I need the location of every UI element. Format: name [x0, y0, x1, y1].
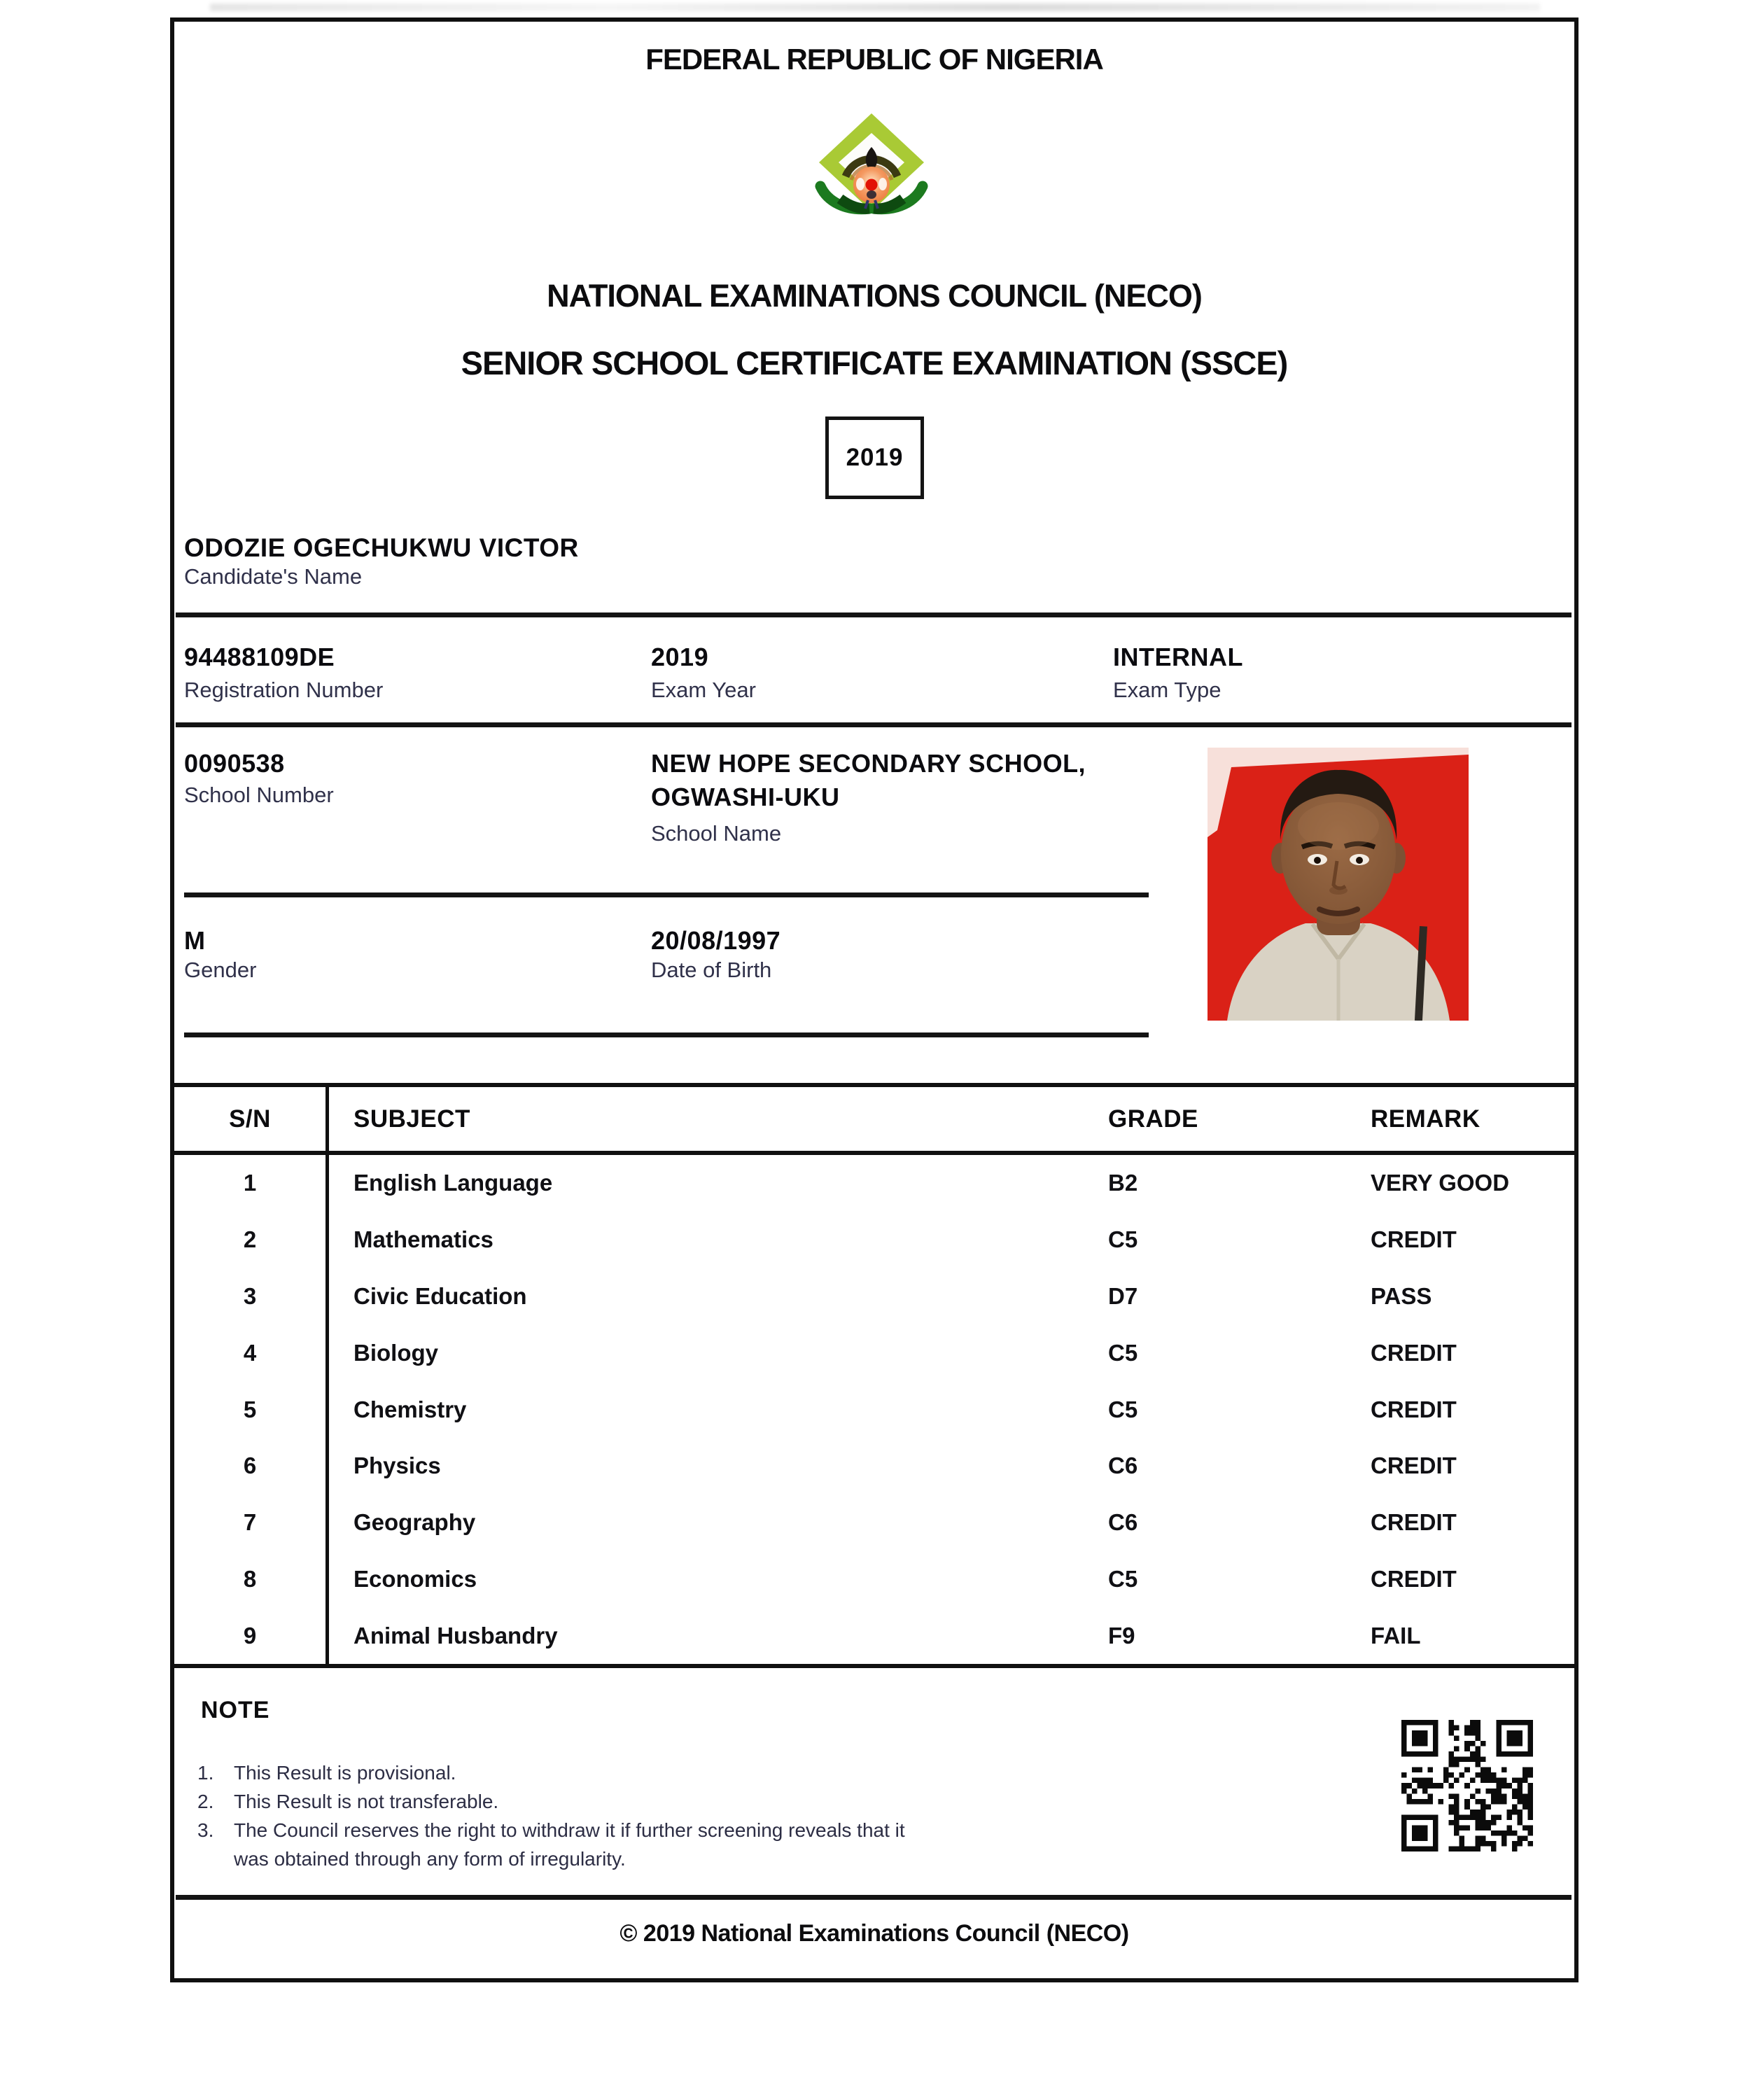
header-remark: REMARK [1371, 1105, 1480, 1133]
header-grade: GRADE [1108, 1105, 1198, 1133]
cell-sn: 4 [243, 1339, 257, 1366]
table-row [174, 1607, 1574, 1664]
cell-sn: 8 [243, 1565, 257, 1592]
school-number: 0090538 [184, 749, 285, 778]
note-title: NOTE [201, 1697, 270, 1723]
cell-subject: Geography [354, 1509, 476, 1536]
cell-remark: CREDIT [1371, 1226, 1457, 1253]
cell-remark: CREDIT [1371, 1339, 1457, 1366]
cell-subject: Mathematics [354, 1226, 493, 1253]
cell-sn: 1 [243, 1170, 257, 1196]
cell-grade: C6 [1108, 1509, 1138, 1536]
cell-remark: VERY GOOD [1371, 1170, 1510, 1196]
note-item [197, 1816, 941, 1873]
cell-subject: Physics [354, 1452, 441, 1479]
note-number: 1. [197, 1762, 214, 1784]
school-number-label: School Number [184, 783, 334, 807]
note-text: This Result is not transferable. [234, 1791, 499, 1812]
school-name-label: School Name [651, 821, 782, 846]
cell-grade: D7 [1108, 1282, 1138, 1309]
council-title: NATIONAL EXAMINATIONS COUNCIL (NECO) [547, 278, 1202, 314]
neco-logo-icon [812, 112, 931, 220]
school-name-line1: NEW HOPE SECONDARY SCHOOL, [651, 749, 1086, 778]
cell-sn: 3 [243, 1282, 257, 1309]
cell-subject: English Language [354, 1170, 553, 1196]
exam-type-label: Exam Type [1113, 678, 1222, 702]
school-name-line2: OGWASHI-UKU [651, 783, 840, 811]
note-item [197, 1758, 941, 1787]
table-row [174, 1381, 1574, 1438]
table-row [174, 1324, 1574, 1381]
table-row [174, 1155, 1574, 1212]
country-title: FEDERAL REPUBLIC OF NIGERIA [645, 43, 1103, 76]
cell-subject: Biology [354, 1339, 438, 1366]
cell-grade: C5 [1108, 1339, 1138, 1366]
footer-divider [176, 1895, 1572, 1900]
certificate-page [170, 18, 1578, 1982]
cell-sn: 6 [243, 1452, 257, 1479]
cell-remark: CREDIT [1371, 1565, 1457, 1592]
cell-remark: CREDIT [1371, 1509, 1457, 1536]
cell-sn: 2 [243, 1226, 257, 1253]
table-header-row [174, 1087, 1574, 1155]
divider-line [184, 1032, 1149, 1037]
candidate-name: ODOZIE OGECHUKWU VICTOR [184, 533, 579, 562]
gender-value: M [184, 926, 206, 955]
cell-grade: C5 [1108, 1226, 1138, 1253]
cell-remark: FAIL [1371, 1622, 1421, 1648]
table-row [174, 1494, 1574, 1551]
header-subject: SUBJECT [354, 1105, 470, 1133]
cell-grade: B2 [1108, 1170, 1138, 1196]
divider-line [176, 612, 1572, 617]
cell-grade: C5 [1108, 1565, 1138, 1592]
header-sn: S/N [229, 1105, 271, 1133]
table-body [174, 1155, 1574, 1664]
cell-sn: 5 [243, 1396, 257, 1422]
cell-grade: C6 [1108, 1452, 1138, 1479]
table-row [174, 1268, 1574, 1325]
cell-sn: 7 [243, 1509, 257, 1536]
scan-artifact-smudge [210, 4, 1540, 11]
divider-line [176, 722, 1572, 727]
gender-label: Gender [184, 958, 257, 982]
cell-subject: Economics [354, 1565, 477, 1592]
candidate-name-label: Candidate's Name [184, 564, 363, 589]
cell-remark: CREDIT [1371, 1396, 1457, 1422]
registration-number: 94488109DE [184, 643, 335, 671]
table-row [174, 1438, 1574, 1494]
candidate-photo [1208, 748, 1469, 1021]
cell-subject: Chemistry [354, 1396, 467, 1422]
table-row [174, 1550, 1574, 1607]
date-of-birth-label: Date of Birth [651, 958, 772, 982]
footer-copyright: © 2019 National Examinations Council (NECO) [620, 1920, 1129, 1947]
qr-code [1401, 1720, 1533, 1851]
cell-remark: CREDIT [1371, 1452, 1457, 1479]
exam-year-value: 2019 [651, 643, 709, 671]
note-text: This Result is provisional. [234, 1762, 456, 1784]
logo-red-dot [866, 179, 878, 191]
note-text: The Council reserves the right to withdraw it if further screening reveals that it was obtained through any form of irregularity. [234, 1819, 905, 1870]
note-number: 2. [197, 1791, 214, 1812]
date-of-birth-value: 20/08/1997 [651, 926, 781, 955]
exam-year-label: Exam Year [651, 678, 756, 702]
table-row [174, 1212, 1574, 1268]
exam-type-value: INTERNAL [1113, 643, 1243, 671]
results-table [174, 1083, 1574, 1668]
cell-remark: PASS [1371, 1282, 1432, 1309]
exam-year-box-value: 2019 [846, 444, 904, 471]
exam-year-box [825, 416, 924, 499]
note-item [197, 1787, 941, 1816]
cell-sn: 9 [243, 1622, 257, 1648]
cell-subject: Animal Husbandry [354, 1622, 558, 1648]
registration-number-label: Registration Number [184, 678, 384, 702]
cell-grade: C5 [1108, 1396, 1138, 1422]
note-number: 3. [197, 1819, 214, 1841]
exam-title: SENIOR SCHOOL CERTIFICATE EXAMINATION (SSCE) [461, 344, 1288, 382]
divider-line [184, 892, 1149, 897]
note-list [197, 1758, 941, 1873]
cell-grade: F9 [1108, 1622, 1135, 1648]
cell-subject: Civic Education [354, 1282, 527, 1309]
